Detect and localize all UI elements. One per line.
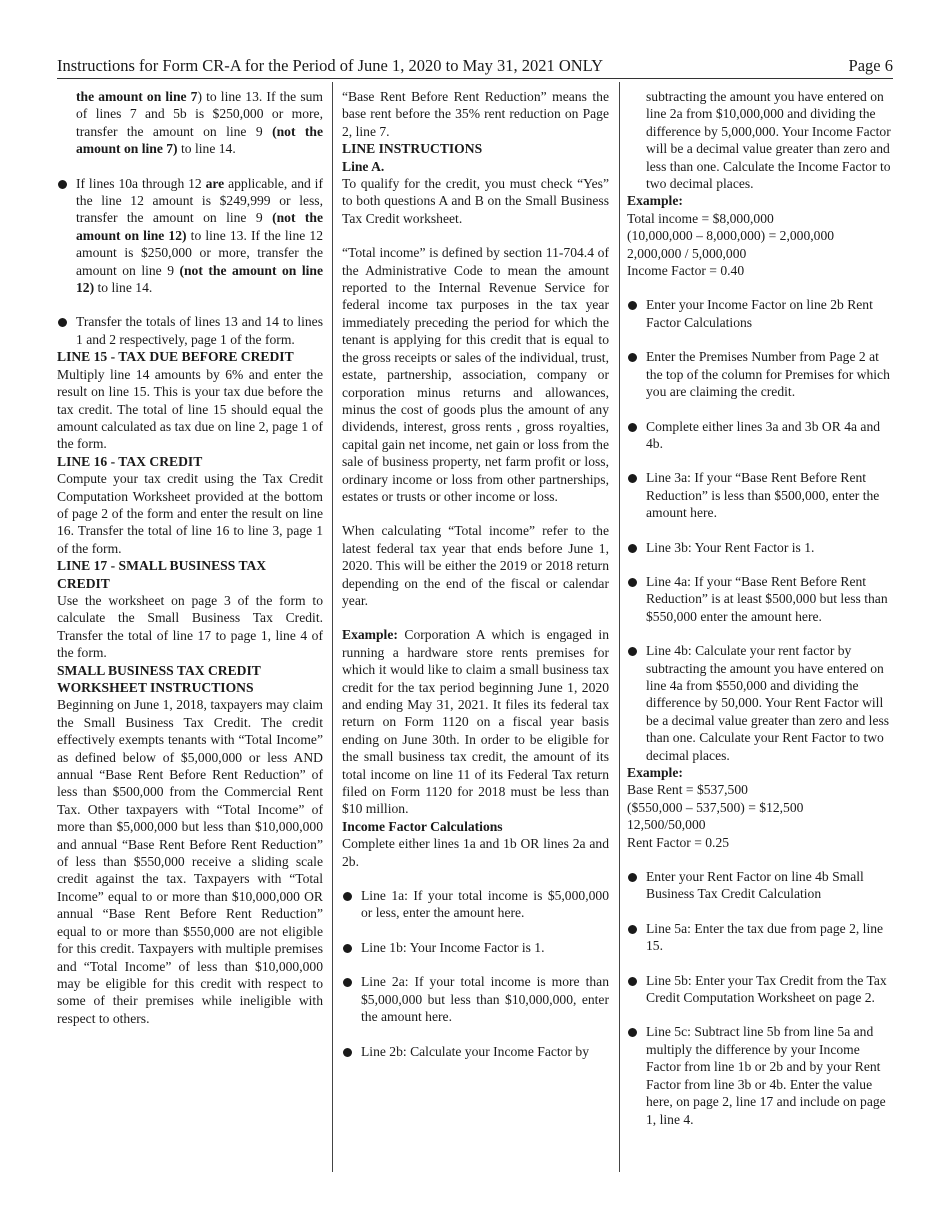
base-rent-definition: “Base Rent Before Rent Reduction” means the base rent before the 35% rent reduction on Page 2, line 7. <box>342 89 609 139</box>
bullet-item <box>627 469 895 521</box>
bullet-icon <box>628 353 637 362</box>
bullet-item <box>627 1023 895 1127</box>
bold-text: (not the amount on line 12) <box>76 262 323 296</box>
bullet-icon <box>628 301 637 310</box>
bullet-item <box>342 939 609 956</box>
bullet-icon <box>343 944 352 953</box>
continued-paragraph: the amount on line 7) to line 13. If the sum of lines 7 and 5b is $250,000 or more, transfer the amount on line 9 (not the amount on line 7) to line 14. <box>76 89 323 157</box>
example-line: Income Factor = 0.40 <box>627 263 745 279</box>
bullet-text: Enter your Income Factor on line 2b Rent Factor Calculations <box>646 297 873 330</box>
bullet-text: Line 5c: Subtract line 5b from line 5a and multiply the difference by your Income Factor from line 1b or 2b and by your Rent Factor from line 3b or 4b. Enter the value here, on page 2, line 17 and include on page 1, line 4. <box>646 1024 886 1127</box>
total-income-definition: “Total income” is defined by section 11-704.4 of the Administrative Code to mean the amount reported to the Internal Revenue Service for federal income tax purposes in the tax year immediately preceding the period for which the tenant is applying for this credit that is equal to the gross receipts or sales of the individual, trust, estate, partnership, association, company or corporation minus returns and allowances, minus the cost of goods plus the amount of any dividends, interest, gross rents , gross royalties, capital gain net income, net gain or loss from the sale of business property, net farm profit or loss, ordinary income or loss from other partnerships, estates or trusts or other income or loss. <box>342 245 609 504</box>
example-line: (10,000,000 – 8,000,000) = 2,000,000 <box>627 228 835 244</box>
continued-paragraph: subtracting the amount you have entered on line 2a from $10,000,000 and dividing the difference by 5,000,000. Your Income Factor will be a decimal value greater than zero and less than one. Calculate the Income Factor to two decimal places. <box>646 89 891 192</box>
bullet-item <box>342 887 609 922</box>
example-line: Total income = $8,000,000 <box>627 210 774 226</box>
column-3 <box>627 88 895 1128</box>
section-text: When calculating “Total income” refer to the latest federal tax year that ends before June 1, 2020. This will be either the 2019 or 2018 return depending on the end of the fiscal or calendar year. <box>342 523 609 608</box>
subsection-heading: Income Factor Calculations <box>342 818 503 834</box>
bullet-text: Line 5b: Enter your Tax Credit from the Tax Credit Computation Worksheet on page 2. <box>646 972 887 1006</box>
bullet-text: Complete either lines 3a and 3b OR 4a and 4b. <box>646 418 881 451</box>
bullet-text: Line 1b: Your Income Factor is 1. <box>361 939 545 955</box>
bold-text: are <box>205 175 225 191</box>
subsection-heading: Line A. <box>342 158 385 174</box>
bullet-item <box>627 539 895 556</box>
bullet-item <box>57 175 323 297</box>
bullet-item <box>342 973 609 1025</box>
bullet-item <box>627 868 895 903</box>
heading-line: CREDIT <box>57 575 110 591</box>
bold-text: (not the amount on line 7) <box>76 123 323 157</box>
bullet-text: Line 4a: If your “Base Rent Before Rent Reduction” is at least $500,000 but less than $550,000 enter the amount here. <box>646 573 888 624</box>
section-text: Use the worksheet on page 3 of the form to calculate the Small Business Tax Credit. Transfer the total of line 17 to page 1, line 4 of the form. <box>57 592 323 661</box>
bullet-text: Line 1a: If your total income is $5,000,000 or less, enter the amount here. <box>361 888 609 921</box>
bullet-text: Transfer the totals of lines 13 and 14 to lines 1 and 2 respectively, page 1 of the form. <box>76 314 323 347</box>
section-text: To qualify for the credit, you must check “Yes” to both questions A and B on the Small Business Tax Credit worksheet. <box>342 176 609 226</box>
heading-line: LINE 17 - SMALL BUSINESS TAX <box>57 558 267 574</box>
example-heading: Example: <box>627 765 683 780</box>
section-heading <box>57 662 323 697</box>
example-line: Rent Factor = 0.25 <box>627 834 730 850</box>
page-number: Page 6 <box>848 56 893 75</box>
bullet-item <box>342 1043 609 1060</box>
document-title: Instructions for Form CR-A for the Period of June 1, 2020 to May 31, 2021 ONLY <box>57 56 604 75</box>
bullet-item <box>57 313 323 348</box>
bullet-icon <box>628 873 637 882</box>
bullet-icon <box>343 978 352 987</box>
bullet-icon <box>343 892 352 901</box>
bullet-icon <box>628 544 637 553</box>
bullet-text: Line 4b: Calculate your rent factor by subtracting the amount you have entered on line 4a from $550,000 and dividing the difference by 50,000. Your Rent Factor will be a decimal value greater than zero and less than one. Calculate your Rent Factor to two decimal places. <box>646 643 890 763</box>
column-2 <box>342 88 609 1060</box>
bullet-text: Enter your Rent Factor on line 4b Small Business Tax Credit Calculation <box>646 869 864 902</box>
bullet-text: Line 5a: Enter the tax due from page 2, line 15. <box>646 920 884 954</box>
example-paragraph <box>342 626 609 817</box>
bullet-item <box>627 972 895 1007</box>
section-text: Complete either lines 1a and 1b OR lines 2a and 2b. <box>342 836 609 869</box>
bullet-icon <box>58 318 67 327</box>
bullet-icon <box>628 578 637 587</box>
bullet-icon <box>628 1028 637 1037</box>
section-text: Beginning on June 1, 2018, taxpayers may claim the Small Business Tax Credit. The credit effectively exempts tenants with “Total Income” as defined below of $5,000,000 or less AND annual “Base Rent Before Rent Reduction” of less than $500,000 from the Commercial Rent Tax. Other taxpayers with “Total Income” of more than $5,000,000 but less than $10,000,000 and annual “Base Rent Before Rent Reduction” of less than $550,000 receive a sliding scale credit against the tax. Taxpayers with “Total Income” equal to or more than $10,000,000 OR annual “Base Rent Before Rent Reduction” equal to or more than $550,000 are not eligible for this credit. Taxpayers with multiple premises and “Total Income” of less than $10,000,000 may be eligible for this credit with respect to some of their premises while ineligible with respect to others. <box>57 697 323 1026</box>
heading-line: WORKSHEET INSTRUCTIONS <box>57 680 254 695</box>
example-line: 2,000,000 / 5,000,000 <box>627 245 747 261</box>
section-heading: LINE 16 - TAX CREDIT <box>57 453 203 469</box>
bullet-icon <box>343 1048 352 1057</box>
bullet-text: Line 2b: Calculate your Income Factor by <box>361 1043 590 1059</box>
heading-line: SMALL BUSINESS TAX CREDIT <box>57 662 261 678</box>
example-line: Base Rent = $537,500 <box>627 782 748 798</box>
example-lines <box>627 781 895 851</box>
example-lines <box>627 210 895 280</box>
bullet-item <box>627 418 895 453</box>
column-divider <box>332 82 333 1172</box>
column-divider <box>619 82 620 1172</box>
bullet-text: Enter the Premises Number from Page 2 at the top of the column for Premises for which you are claiming the credit. <box>646 349 890 400</box>
bullet-item <box>627 920 895 955</box>
bullet-icon <box>628 977 637 986</box>
section-heading: LINE 15 - TAX DUE BEFORE CREDIT <box>57 349 294 365</box>
bold-text: (not the amount on line 12) <box>76 210 323 243</box>
example-line: ($550,000 – 537,500) = $12,500 <box>627 799 804 815</box>
section-heading <box>57 557 323 592</box>
bullet-item <box>627 348 895 400</box>
bullet-text: Line 2a: If your total income is more than $5,000,000 but less than $10,000,000, enter the amount here. <box>361 974 609 1025</box>
bullet-text: Line 3a: If your “Base Rent Before Rent Reduction” is less than $500,000, enter the amount here. <box>646 470 880 521</box>
example-heading: Example: <box>627 193 683 209</box>
section-heading: LINE INSTRUCTIONS <box>342 141 483 157</box>
bullet-text: Line 3b: Your Rent Factor is 1. <box>646 539 815 555</box>
bullet-item <box>627 296 895 331</box>
section-text: Compute your tax credit using the Tax Credit Computation Worksheet provided at the bottom of page 2 of the form and enter the result on line 16. Transfer the total of line 16 to line 3, page 1 of the form. <box>57 471 323 556</box>
bullet-icon <box>628 474 637 483</box>
bullet-icon <box>628 423 637 432</box>
example-label: Example: <box>342 627 398 643</box>
bullet-item <box>627 642 895 764</box>
example-text: Corporation A which is engaged in running a hardware store rents premises for which it would like to claim a small business tax credit for the tax period beginning June 1, 2020 and ending May 31, 2021. It files its federal tax return on Form 1120 on a fiscal year basis ending on June 30th. In order to be eligible for the small business tax credit, the amount of its total income on line 11 of its Federal Tax return filed on Form 1120 for 2018 must be less than $10 million. <box>342 627 609 817</box>
bold-text: the amount on line 7 <box>76 89 198 104</box>
bullet-icon <box>628 647 637 656</box>
bullet-icon <box>58 180 67 189</box>
section-text: Multiply line 14 amounts by 6% and enter the result on line 15. This is your tax due before the tax credit. The total of line 15 should equal the amount calculated as tax due on line 2, page 1 of the form. <box>57 366 323 452</box>
bullet-text: If lines 10a through 12 are applicable, and if the line 12 amount is $249,999 or less, transfer the amount on line 9 (not the amount on line 12) to line 13. If the line 12 amount is $250,000 or more, transfer the amount on line 9 (not the amount on line 12) to line 14. <box>76 175 323 296</box>
page-header <box>57 56 893 79</box>
example-line: 12,500/50,000 <box>627 817 706 833</box>
bullet-icon <box>628 925 637 934</box>
bullet-item <box>627 573 895 625</box>
column-1 <box>57 88 323 1027</box>
